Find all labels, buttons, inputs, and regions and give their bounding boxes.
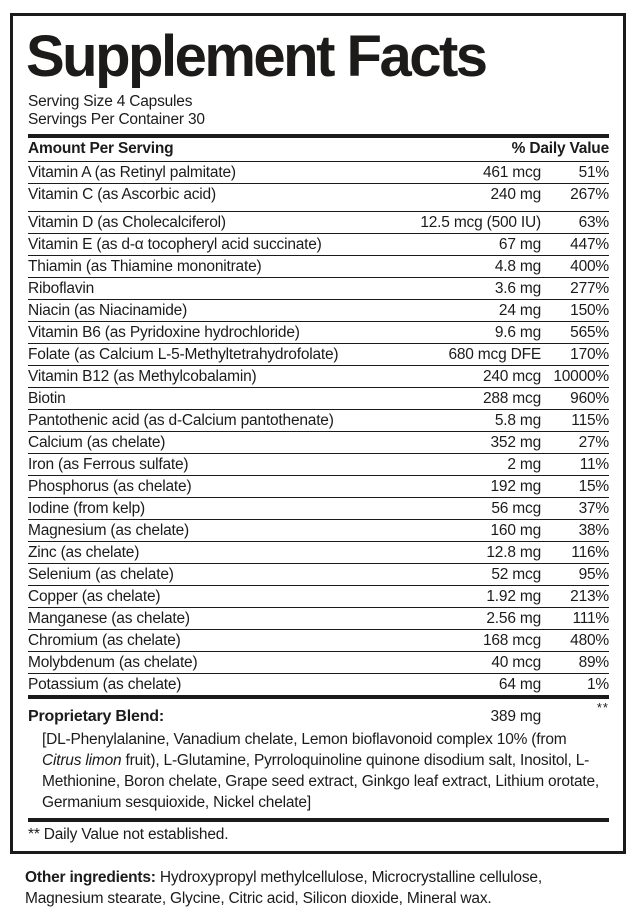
nutrient-amount: 2.56 mg [486, 610, 541, 627]
nutrient-daily-value: 115% [571, 412, 609, 429]
table-header-row [28, 138, 609, 161]
nutrient-row [28, 453, 609, 475]
nutrient-amount: 40 mcg [491, 654, 541, 671]
nutrient-amount: 52 mcg [491, 566, 541, 583]
nutrient-amount: 192 mg [490, 478, 541, 495]
nutrient-daily-value: 51% [578, 164, 609, 181]
proprietary-blend-label: Proprietary Blend: [28, 708, 164, 725]
servings-per-container: Servings Per Container 30 [28, 111, 205, 128]
nutrient-amount: 5.8 mg [494, 412, 541, 429]
nutrient-daily-value: 213% [570, 588, 609, 605]
nutrient-amount: 240 mg [490, 186, 541, 203]
nutrient-row [28, 563, 609, 585]
blend-description-latin-name: Citrus limon [42, 752, 122, 769]
nutrient-daily-value: 267% [570, 186, 609, 203]
nutrient-name: Calcium (as chelate) [28, 434, 166, 451]
nutrient-name: Biotin [28, 390, 66, 407]
nutrient-row [28, 299, 609, 321]
nutrient-daily-value: 1% [586, 676, 609, 693]
nutrient-name: Niacin (as Niacinamide) [28, 302, 188, 319]
nutrient-name: Vitamin D (as Cholecalciferol) [28, 214, 226, 231]
nutrient-amount: 352 mg [490, 434, 541, 451]
blend-description-suffix: fruit), L-Glutamine, Pyrroloquinoline quinone disodium salt, Inositol, L-Methionine, Boron chelate, Grape seed extract, Ginkgo leaf extract, Lithium orotate, Germanium sesquioxide, Nickel chelate] [42, 752, 600, 811]
panel-title: Supplement Facts [26, 24, 486, 89]
nutrient-daily-value: 10000% [553, 368, 609, 385]
nutrient-name: Folate (as Calcium L-5-Methyltetrahydrofolate) [28, 346, 339, 363]
nutrient-daily-value: 400% [570, 258, 609, 275]
nutrient-daily-value: 960% [570, 390, 609, 407]
nutrient-daily-value: 89% [578, 654, 609, 671]
proprietary-blend-amount: 389 mg [490, 708, 541, 725]
nutrient-name: Iodine (from kelp) [28, 500, 146, 517]
nutrient-row [28, 629, 609, 651]
nutrient-row [28, 211, 609, 233]
nutrient-daily-value: 38% [578, 522, 609, 539]
nutrient-name: Zinc (as chelate) [28, 544, 140, 561]
nutrient-name: Phosphorus (as chelate) [28, 478, 192, 495]
other-ingredients-label: Other ingredients: [25, 869, 156, 886]
nutrient-row [28, 651, 609, 673]
nutrient-amount: 1.92 mg [486, 588, 541, 605]
nutrient-row [28, 673, 609, 695]
nutrient-name: Riboflavin [28, 280, 95, 297]
nutrient-amount: 3.6 mg [494, 280, 541, 297]
nutrient-amount: 168 mcg [482, 632, 541, 649]
nutrient-name: Copper (as chelate) [28, 588, 161, 605]
nutrient-amount: 680 mcg DFE [448, 346, 541, 363]
nutrient-daily-value: 150% [570, 302, 609, 319]
nutrient-row [28, 343, 609, 365]
nutrient-row [28, 585, 609, 607]
nutrient-row [28, 431, 609, 453]
nutrient-row [28, 277, 609, 299]
nutrient-row [28, 321, 609, 343]
nutrient-name: Potassium (as chelate) [28, 676, 182, 693]
nutrient-name: Vitamin B12 (as Methylcobalamin) [28, 368, 257, 385]
blend-description-prefix: [DL-Phenylalanine, Vanadium chelate, Lemon bioflavonoid complex 10% (from [42, 731, 567, 748]
amount-per-serving-header: Amount Per Serving [28, 140, 174, 157]
nutrient-daily-value: 447% [570, 236, 609, 253]
supplement-facts-panel [10, 13, 626, 854]
nutrient-name: Iron (as Ferrous sulfate) [28, 456, 189, 473]
nutrient-amount: 56 mcg [491, 500, 541, 517]
serving-size: Serving Size 4 Capsules [28, 93, 193, 110]
nutrient-row [28, 387, 609, 409]
nutrient-amount: 67 mg [498, 236, 541, 253]
nutrient-row [28, 255, 609, 277]
nutrient-amount: 461 mcg [482, 164, 541, 181]
nutrient-row [28, 607, 609, 629]
nutrient-daily-value: 116% [571, 544, 609, 561]
nutrient-table [28, 161, 609, 695]
daily-value-footnote: ** Daily Value not established. [28, 826, 229, 843]
nutrient-row [28, 233, 609, 255]
nutrient-name: Vitamin C (as Ascorbic acid) [28, 186, 216, 203]
nutrient-name: Chromium (as chelate) [28, 632, 181, 649]
other-ingredients-text: Hydroxypropyl methylcellulose, Microcrystalline cellulose, Magnesium stearate, Glycine, Citric acid, Silicon dioxide, Mineral wax. [25, 869, 542, 907]
nutrient-daily-value: 15% [578, 478, 609, 495]
nutrient-name: Thiamin (as Thiamine mononitrate) [28, 258, 262, 275]
nutrient-amount: 288 mcg [482, 390, 541, 407]
nutrient-name: Vitamin A (as Retinyl palmitate) [28, 164, 236, 181]
nutrient-name: Manganese (as chelate) [28, 610, 190, 627]
nutrient-amount: 4.8 mg [494, 258, 541, 275]
nutrient-row [28, 519, 609, 541]
nutrient-row [28, 497, 609, 519]
nutrient-row [28, 541, 609, 563]
nutrient-daily-value: 27% [578, 434, 609, 451]
nutrient-name: Vitamin E (as d-α tocopheryl acid succinate) [28, 236, 322, 253]
proprietary-blend-dv-asterisks: ** [596, 700, 609, 715]
nutrient-daily-value: 111% [572, 610, 609, 627]
nutrient-daily-value: 565% [570, 324, 609, 341]
nutrient-amount: 64 mg [498, 676, 541, 693]
blend-description [28, 728, 609, 818]
proprietary-blend-row [28, 699, 609, 728]
nutrient-daily-value: 11% [579, 456, 609, 473]
nutrient-amount: 2 mg [507, 456, 541, 473]
nutrient-row [28, 409, 609, 431]
nutrient-amount: 12.5 mcg (500 IU) [420, 214, 541, 231]
daily-value-header: % Daily Value [511, 140, 609, 157]
nutrient-name: Magnesium (as chelate) [28, 522, 190, 539]
nutrient-amount: 24 mg [498, 302, 541, 319]
nutrient-amount: 9.6 mg [494, 324, 541, 341]
nutrient-row [28, 161, 609, 183]
nutrient-daily-value: 63% [578, 214, 609, 231]
nutrient-daily-value: 37% [578, 500, 609, 517]
nutrient-name: Selenium (as chelate) [28, 566, 174, 583]
other-ingredients [25, 867, 624, 909]
nutrient-amount: 12.8 mg [486, 544, 541, 561]
nutrient-daily-value: 277% [570, 280, 609, 297]
nutrient-row [28, 365, 609, 387]
nutrient-row [28, 183, 609, 211]
nutrient-amount: 240 mcg [482, 368, 541, 385]
nutrient-daily-value: 480% [570, 632, 609, 649]
nutrient-name: Pantothenic acid (as d-Calcium pantothenate) [28, 412, 334, 429]
nutrient-daily-value: 170% [570, 346, 609, 363]
nutrient-name: Molybdenum (as chelate) [28, 654, 198, 671]
nutrient-amount: 160 mg [490, 522, 541, 539]
nutrient-name: Vitamin B6 (as Pyridoxine hydrochloride) [28, 324, 300, 341]
nutrient-daily-value: 95% [578, 566, 609, 583]
nutrient-row [28, 475, 609, 497]
